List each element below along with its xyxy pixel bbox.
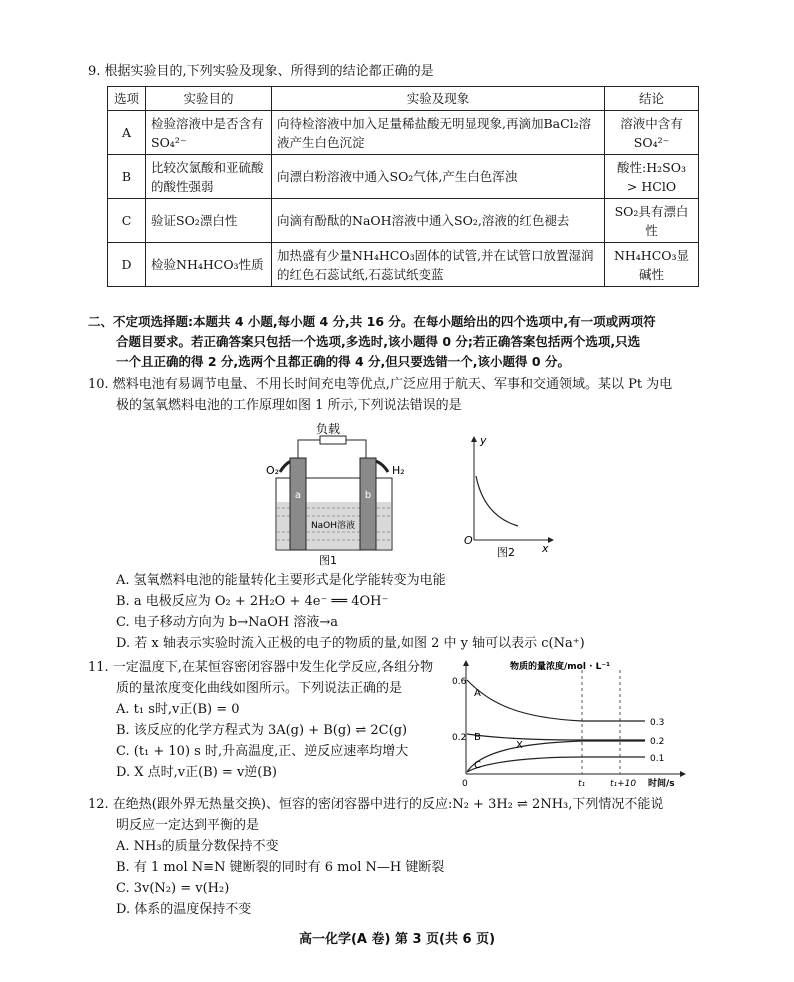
row-aim: 验证SO₂漂白性 (146, 199, 272, 243)
series-label-a: A (474, 688, 481, 699)
electrode-b (360, 458, 376, 550)
chart-y-label: 物质的量浓度/mol · L⁻¹ (510, 662, 611, 672)
table-row (108, 243, 699, 287)
table-row (108, 111, 699, 155)
x-tick-label: t₁ (578, 779, 586, 789)
q10-option-d: D. 若 x 轴表示实验时流入正极的电子的物质的量,如图 2 中 y 轴可以表示 c(Na⁺) (116, 636, 585, 651)
series-label-b: B (474, 732, 481, 743)
y-tick-label: 0.6 (452, 677, 467, 687)
curve-c (467, 757, 645, 772)
row-conclusion: 溶液中含有SO₄²⁻ (605, 111, 699, 155)
row-option: D (108, 243, 146, 287)
end-value-label: 0.2 (650, 737, 665, 747)
q10-option-c: C. 电子移动方向为 b→NaOH 溶液→a (116, 615, 338, 630)
q11-option-d: D. X 点时,v正(B) = v逆(B) (116, 765, 277, 780)
q12-option-b: B. 有 1 mol N≡N 键断裂的同时有 6 mol N—H 键断裂 (116, 860, 445, 875)
curve-b (467, 734, 645, 740)
load-label: 负载 (315, 422, 341, 436)
end-value-label: 0.3 (650, 718, 665, 728)
q10-option-a: A. 氢氧燃料电池的能量转化主要形式是化学能转变为电能 (116, 573, 446, 588)
electrode-b-label: b (364, 490, 372, 501)
q11-stem: 质的量浓度变化曲线如图所示。下列说法正确的是 (116, 681, 403, 696)
electrolyte-label: NaOH溶液 (310, 521, 356, 531)
q12-option-a: A. NH₃的质量分数保持不变 (116, 839, 279, 854)
chart-x-label: 时间/s (648, 779, 675, 789)
q11-concentration-chart (450, 656, 700, 792)
q11-option-a: A. t₁ s时,v正(B) = 0 (116, 702, 240, 717)
origin-label: O (464, 534, 473, 547)
row-aim: 比较次氯酸和亚硫酸的酸性强弱 (146, 155, 272, 199)
row-option: C (108, 199, 146, 243)
load-resistor (320, 436, 346, 444)
wire (298, 440, 320, 458)
q9-stem: 9. 根据实验目的,下列实验及现象、所得到的结论都正确的是 (88, 64, 434, 79)
table-header-row (108, 87, 699, 111)
section-heading-line: 合题目要求。若正确答案只包括一个选项,多选时,该小题得 0 分;若正确答案包括两个选项,只选 (116, 334, 641, 349)
end-value-label: 0.1 (650, 754, 665, 764)
y-axis-label: y (480, 434, 487, 447)
section-heading-line: 二、不定项选择题:本题共 4 小题,每小题 4 分,共 16 分。在每小题给出的四个选项中,有一项或两项符 (88, 314, 656, 329)
col-header: 选项 (108, 87, 146, 111)
q9-table (107, 86, 699, 287)
electrode-a-label: a (294, 490, 302, 501)
col-header: 实验目的 (146, 87, 272, 111)
q11-option-b: B. 该反应的化学方程式为 3A(g) + B(g) ⇌ 2C(g) (116, 723, 408, 738)
q12-stem: 明反应一定达到平衡的是 (116, 818, 260, 833)
page-footer: 高一化学(A 卷) 第 3 页(共 6 页) (298, 932, 496, 947)
q10-stem: 极的氢氧燃料电池的工作原理如图 1 所示,下列说法错误的是 (116, 398, 462, 413)
figure1-caption: 图1 (319, 554, 337, 567)
q11-option-c: C. (t₁ + 10) s 时,升高温度,正、逆反应速率均增大 (116, 744, 409, 759)
electrode-a (290, 458, 306, 550)
h2-label: H₂ (392, 464, 405, 477)
q12-option-c: C. 3v(N₂) = v(H₂) (116, 881, 230, 896)
x-tick-label: t₁+10 (610, 779, 637, 789)
row-option: B (108, 155, 146, 199)
q10-option-b: B. a 电极反应为 O₂ + 2H₂O + 4e⁻ ══ 4OH⁻ (116, 594, 389, 609)
row-experiment: 向待检溶液中加入足量稀盐酸无明显现象,再滴加BaCl₂溶液产生白色沉淀 (272, 111, 605, 155)
wire (346, 440, 366, 458)
col-header: 结论 (605, 87, 699, 111)
row-experiment: 向漂白粉溶液中通入SO₂气体,产生白色浑浊 (272, 155, 605, 199)
decay-curve (476, 476, 518, 526)
q12-stem: 12. 在绝热(跟外界无热量交换)、恒容的密闭容器中进行的反应:N₂ + 3H₂ ⇌ 2NH₃,下列情况不能说 (88, 797, 664, 812)
curve-a (467, 680, 645, 721)
q10-figures (258, 418, 568, 568)
x-axis-label: x (542, 542, 549, 555)
figure2-caption: 图2 (497, 546, 515, 559)
row-experiment: 向滴有酚酞的NaOH溶液中通入SO₂,溶液的红色褪去 (272, 199, 605, 243)
q12-option-d: D. 体系的温度保持不变 (116, 902, 252, 917)
row-aim: 检验NH₄HCO₃性质 (146, 243, 272, 287)
q10-stem: 10. 燃料电池有易调节电量、不用长时间充电等优点,广泛应用于航天、军事和交通领域。某以 Pt 为电 (88, 377, 673, 392)
col-header: 实验及现象 (272, 87, 605, 111)
q11-stem: 11. 一定温度下,在某恒容密闭容器中发生化学反应,各组分物 (88, 660, 434, 675)
point-x-label: X (516, 740, 523, 751)
x-tick-label: 0 (462, 779, 468, 789)
o2-label: O₂ (266, 464, 280, 477)
row-conclusion: SO₂具有漂白性 (605, 199, 699, 243)
row-aim: 检验溶液中是否含有SO₄²⁻ (146, 111, 272, 155)
row-conclusion: NH₄HCO₃显碱性 (605, 243, 699, 287)
figure2-graph (464, 434, 554, 559)
row-conclusion: 酸性:H₂SO₃ > HClO (605, 155, 699, 199)
table-row (108, 155, 699, 199)
series-label-c: C (474, 760, 481, 771)
row-option: A (108, 111, 146, 155)
fuel-cell-diagram (266, 421, 405, 567)
section-heading-line: 一个且正确的得 2 分,选两个且都正确的得 4 分,但只要选错一个,该小题得 0 分。 (116, 354, 570, 369)
table-row (108, 199, 699, 243)
row-experiment: 加热盛有少量NH₄HCO₃固体的试管,并在试管口放置湿润的红色石蕊试纸,石蕊试纸变蓝 (272, 243, 605, 287)
y-tick-label: 0.2 (452, 733, 467, 743)
